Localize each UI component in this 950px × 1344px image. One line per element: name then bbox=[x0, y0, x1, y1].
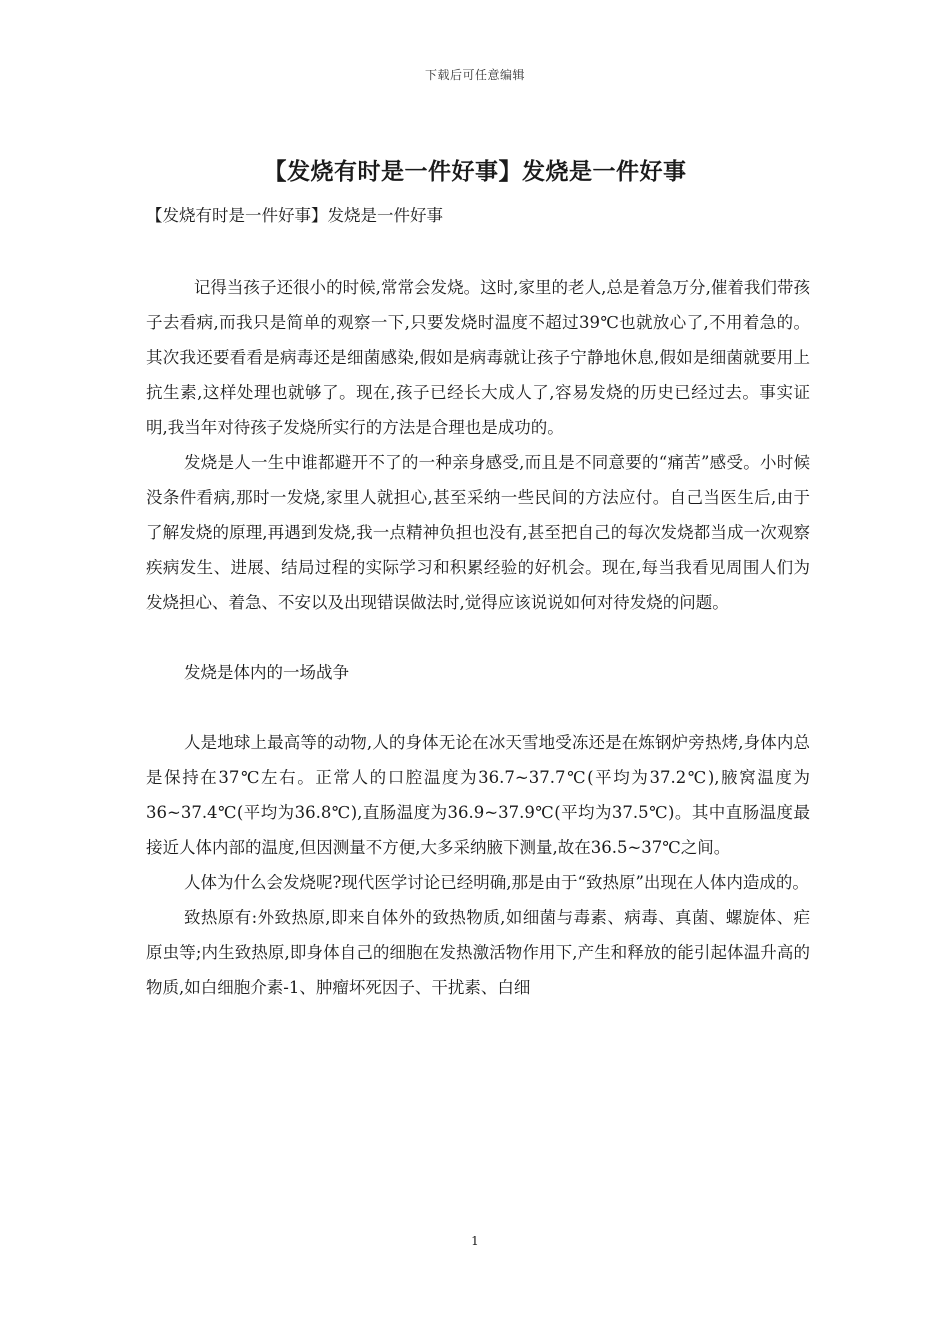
document-subtitle: 【发烧有时是一件好事】发烧是一件好事 bbox=[146, 206, 443, 225]
document-body bbox=[146, 270, 810, 1005]
document-title: 【发烧有时是一件好事】发烧是一件好事 bbox=[263, 158, 687, 185]
paragraph-3: 人是地球上最高等的动物,人的身体无论在冰天雪地受冻还是在炼钢炉旁热烤,身体内总是保持在37℃左右。正常人的口腔温度为36.7~37.7℃(平均为37.2℃),腋窝温度为36~37.4℃(平均为36.8℃),直肠温度为36.9~37.9℃(平均为37.5℃)。其中直肠温度最接近人体内部的温度,但因测量不方便,大多采纳腋下测量,故在36.5~37℃之间。 bbox=[146, 733, 810, 857]
paragraph-1: 记得当孩子还很小的时候,常常会发烧。这时,家里的老人,总是着急万分,催着我们带孩子去看病,而我只是简单的观察一下,只要发烧时温度不超过39℃也就放心了,不用着急的。其次我还要看看是病毒还是细菌感染,假如是病毒就让孩子宁静地休息,假如是细菌就要用上抗生素,这样处理也就够了。现在,孩子已经长大成人了,容易发烧的历史已经过去。事实证明,我当年对待孩子发烧所实行的方法是合理也是成功的。 bbox=[146, 278, 810, 437]
section-heading: 发烧是体内的一场战争 bbox=[183, 663, 349, 682]
paragraph-4: 人体为什么会发烧呢?现代医学讨论已经明确,那是由于“致热原”出现在人体内造成的。 bbox=[183, 873, 809, 892]
paragraph-5: 致热原有:外致热原,即来自体外的致热物质,如细菌与毒素、病毒、真菌、螺旋体、疟原虫等;内生致热原,即身体自己的细胞在发热激活物作用下,产生和释放的能引起体温升高的物质,如白细胞介素-1、肿瘤坏死因子、干扰素、白细 bbox=[146, 908, 810, 997]
header-note: 下载后可任意编辑 bbox=[424, 68, 525, 82]
paragraph-2: 发烧是人一生中谁都避开不了的一种亲身感受,而且是不同意要的“痛苦”感受。小时候没条件看病,那时一发烧,家里人就担心,甚至采纳一些民间的方法应付。自己当医生后,由于了解发烧的原理,再遇到发烧,我一点精神负担也没有,甚至把自己的每次发烧都当成一次观察疾病发生、进展、结局过程的实际学习和积累经验的好机会。现在,每当我看见周围人们为发烧担心、着急、不安以及出现错误做法时,觉得应该说说如何对待发烧的问题。 bbox=[146, 453, 810, 612]
page-number: 1 bbox=[471, 1234, 479, 1248]
